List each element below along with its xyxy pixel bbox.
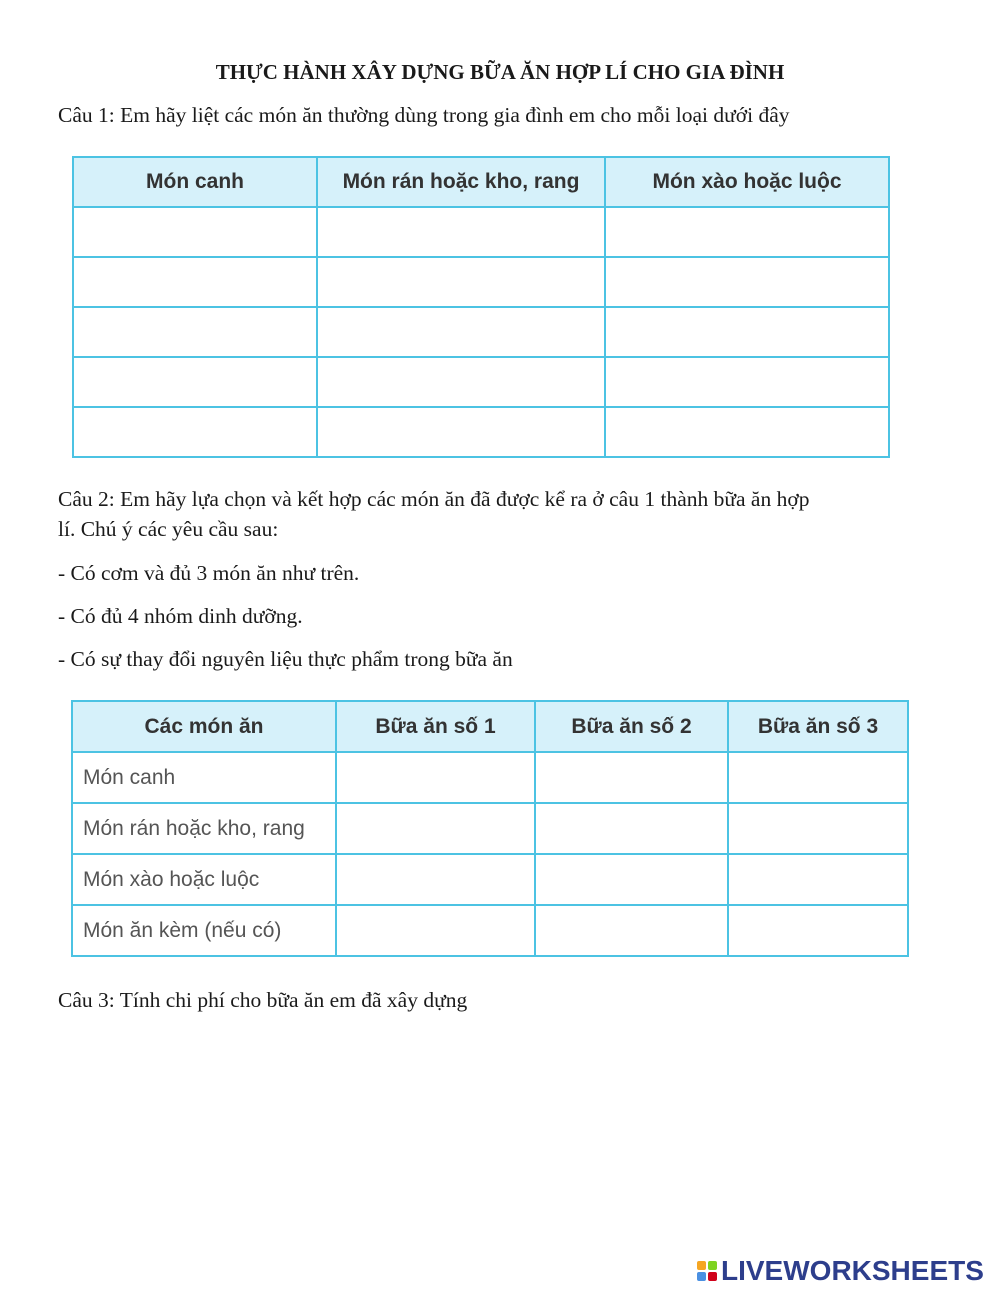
table-row xyxy=(73,207,889,257)
table-row xyxy=(72,803,908,854)
answer-cell[interactable] xyxy=(535,854,728,905)
answer-cell[interactable] xyxy=(336,752,535,803)
requirement-1: - Có cơm và đủ 3 món ăn như trên. xyxy=(58,561,360,585)
logo-mark-icon xyxy=(697,1261,717,1281)
header-bua-an-1: Bữa ăn số 1 xyxy=(336,701,535,752)
row-label: Món rán hoặc kho, rang xyxy=(72,803,336,854)
requirement-2: - Có đủ 4 nhóm dinh dưỡng. xyxy=(58,604,303,628)
logo-square xyxy=(697,1272,706,1281)
meal-plan-table xyxy=(71,700,909,957)
answer-cell[interactable] xyxy=(73,357,317,407)
question-2-line-1: Câu 2: Em hãy lựa chọn và kết hợp các món ăn đã được kể ra ở câu 1 thành bữa ăn hợp xyxy=(58,487,810,511)
table-row xyxy=(72,752,908,803)
table-header-row xyxy=(72,701,908,752)
logo-square xyxy=(708,1261,717,1270)
table-row xyxy=(73,307,889,357)
logo-text: LIVEWORKSHEETS xyxy=(721,1255,984,1286)
answer-cell[interactable] xyxy=(728,905,908,956)
answer-cell[interactable] xyxy=(73,257,317,307)
logo-square xyxy=(708,1272,717,1281)
answer-cell[interactable] xyxy=(317,407,605,457)
dish-list-table xyxy=(72,156,890,458)
answer-cell[interactable] xyxy=(73,307,317,357)
table-header-row xyxy=(73,157,889,207)
answer-cell[interactable] xyxy=(317,307,605,357)
liveworksheets-logo[interactable] xyxy=(697,1255,984,1287)
header-mon-canh: Món canh xyxy=(73,157,317,207)
answer-cell[interactable] xyxy=(336,803,535,854)
header-cac-mon-an: Các món ăn xyxy=(72,701,336,752)
answer-cell[interactable] xyxy=(535,905,728,956)
question-2-line-2: lí. Chú ý các yêu cầu sau: xyxy=(58,517,279,541)
answer-cell[interactable] xyxy=(317,207,605,257)
header-mon-ran: Món rán hoặc kho, rang xyxy=(317,157,605,207)
answer-cell[interactable] xyxy=(317,357,605,407)
answer-cell[interactable] xyxy=(605,257,889,307)
worksheet-title: THỰC HÀNH XÂY DỰNG BỮA ĂN HỢP LÍ CHO GIA ĐÌNH xyxy=(215,60,785,84)
row-label: Món ăn kèm (nếu có) xyxy=(72,905,336,956)
answer-cell[interactable] xyxy=(73,407,317,457)
header-bua-an-2: Bữa ăn số 2 xyxy=(535,701,728,752)
header-mon-xao: Món xào hoặc luộc xyxy=(605,157,889,207)
requirement-3: - Có sự thay đổi nguyên liệu thực phẩm trong bữa ăn xyxy=(58,647,513,671)
row-label: Món canh xyxy=(72,752,336,803)
answer-cell[interactable] xyxy=(728,752,908,803)
answer-cell[interactable] xyxy=(336,854,535,905)
table-row xyxy=(72,854,908,905)
answer-cell[interactable] xyxy=(605,207,889,257)
answer-cell[interactable] xyxy=(605,407,889,457)
header-bua-an-3: Bữa ăn số 3 xyxy=(728,701,908,752)
question-3-text: Câu 3: Tính chi phí cho bữa ăn em đã xây dựng xyxy=(58,988,468,1012)
table-row xyxy=(73,407,889,457)
answer-cell[interactable] xyxy=(317,257,605,307)
answer-cell[interactable] xyxy=(605,357,889,407)
answer-cell[interactable] xyxy=(73,207,317,257)
answer-cell[interactable] xyxy=(605,307,889,357)
answer-cell[interactable] xyxy=(336,905,535,956)
logo-square xyxy=(697,1261,706,1270)
answer-cell[interactable] xyxy=(728,803,908,854)
answer-cell[interactable] xyxy=(535,803,728,854)
table-row xyxy=(73,357,889,407)
answer-cell[interactable] xyxy=(535,752,728,803)
table-row xyxy=(73,257,889,307)
question-1-text: Câu 1: Em hãy liệt các món ăn thường dùng trong gia đình em cho mỗi loại dưới đây xyxy=(58,103,790,127)
answer-cell[interactable] xyxy=(728,854,908,905)
table-row xyxy=(72,905,908,956)
row-label: Món xào hoặc luộc xyxy=(72,854,336,905)
